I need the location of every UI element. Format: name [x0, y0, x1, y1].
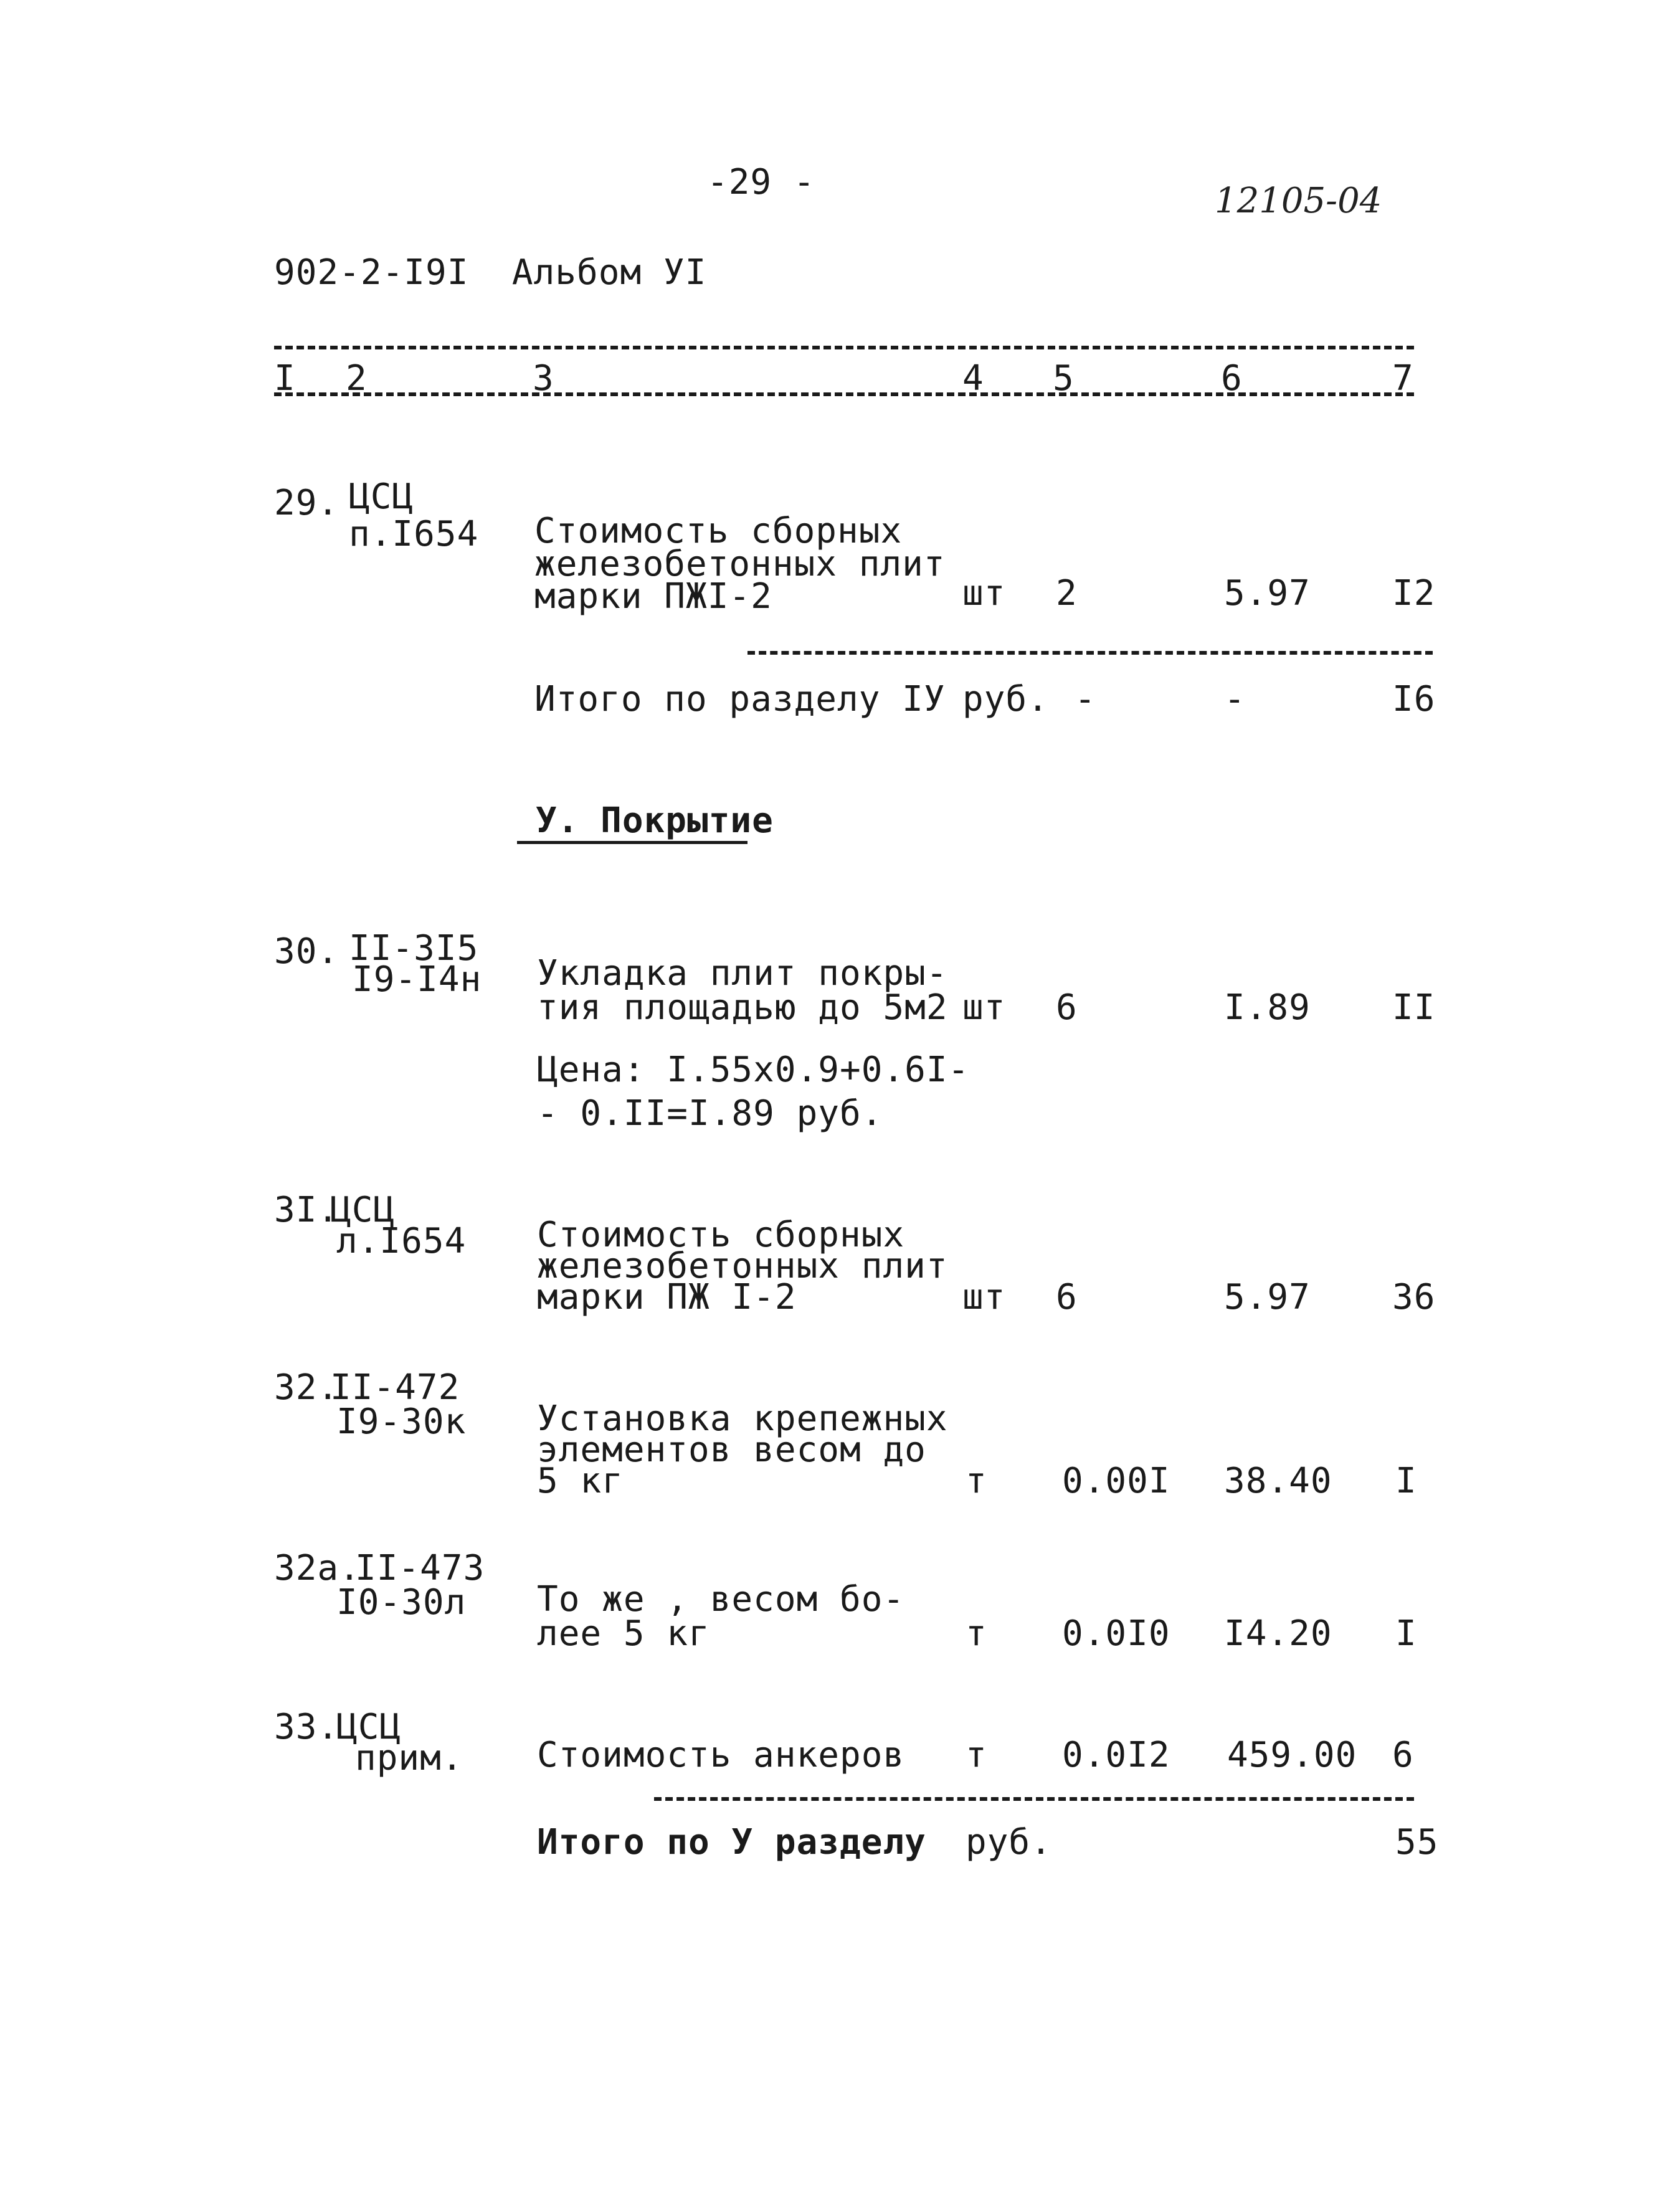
row-31-number: 3I. [274, 1190, 339, 1230]
row-31-code: ЦСЦ [330, 1190, 396, 1230]
section-5-title: У. Покрытие [536, 800, 774, 841]
row-30-desc-1: Укладка плит покры- [537, 953, 948, 994]
row-31-desc-1: Стоимость сборных [537, 1215, 905, 1255]
row-30-note-2: - 0.II=I.89 руб. [537, 1093, 883, 1134]
row-33-unit: т [966, 1735, 987, 1775]
section-4-total-value: I6 [1392, 679, 1436, 719]
row-32-code: II-472 [330, 1367, 460, 1408]
section-5-underline [517, 841, 747, 844]
row-33-code: ЦСЦ [336, 1707, 402, 1747]
row-32-desc-3: 5 кг [537, 1461, 624, 1501]
section-4-total-price: - [1224, 679, 1246, 719]
section-4-total-unit: руб. [962, 679, 1049, 719]
column-header-4: 4 [962, 358, 984, 399]
row-32-desc-2: элементов весом до [537, 1430, 926, 1470]
column-header-6: 6 [1221, 358, 1243, 399]
column-header-1: I [274, 358, 296, 399]
column-header-3: 3 [533, 358, 554, 399]
header-dash-bottom [274, 392, 1414, 396]
row-32a-qty: 0.0I0 [1062, 1613, 1170, 1654]
row-30-desc-2: тия площадью до 5м2 [537, 987, 948, 1028]
row-33-code-ref: прим. [355, 1738, 463, 1778]
row-33-desc-1: Стоимость анкеров [537, 1735, 905, 1775]
row-32-qty: 0.00I [1062, 1461, 1170, 1501]
row-31-unit: шт [962, 1277, 1006, 1317]
section-5-total-unit: руб. [966, 1822, 1052, 1863]
row-31-qty: 6 [1056, 1277, 1078, 1317]
row-32-number: 32. [274, 1367, 339, 1408]
row-32a-price: I4.20 [1224, 1613, 1332, 1654]
row-33-number: 33. [274, 1707, 339, 1747]
row-30-note-1: Цена: I.55х0.9+0.6I- [537, 1050, 970, 1090]
document-code: 12105-04 [1215, 181, 1382, 221]
row-29-desc-2: железобетонных плит [534, 544, 946, 584]
row-31-total: 36 [1392, 1277, 1436, 1317]
album-header: 902-2-I9I Альбом УI [274, 252, 707, 293]
row-32-price: 38.40 [1224, 1461, 1332, 1501]
row-32a-desc-2: лее 5 кг [537, 1613, 710, 1654]
row-32-total: I [1395, 1461, 1417, 1501]
row-30-price: I.89 [1224, 987, 1311, 1028]
row-32a-code: II-473 [355, 1548, 485, 1588]
row-32a-desc-1: То же , весом бо- [537, 1579, 905, 1620]
row-31-code-ref: л.I654 [336, 1221, 467, 1261]
row-32-desc-1: Установка крепежных [537, 1398, 948, 1439]
section-5-dash [654, 1797, 1414, 1801]
row-29-code: ЦСЦ [349, 477, 414, 517]
row-32a-total: I [1395, 1613, 1417, 1654]
row-31-desc-2: железобетонных плит [537, 1246, 948, 1286]
row-33-qty: 0.0I2 [1062, 1735, 1170, 1775]
row-29-price: 5.97 [1224, 573, 1311, 614]
row-30-total: II [1392, 987, 1436, 1028]
section-5-total-label: Итого по У разделу [537, 1822, 926, 1863]
row-29-code-ref: п.I654 [349, 514, 479, 554]
row-33-total: 6 [1392, 1735, 1414, 1775]
row-29-qty: 2 [1056, 573, 1078, 614]
row-30-qty: 6 [1056, 987, 1078, 1028]
column-header-2: 2 [346, 358, 368, 399]
row-29-desc-3: марки ПЖI-2 [534, 576, 772, 617]
row-31-desc-3: марки ПЖ I-2 [537, 1277, 797, 1317]
page-number: -29 - [707, 162, 815, 202]
row-32a-number: 32а. [274, 1548, 361, 1588]
row-33-price: 459.00 [1227, 1735, 1357, 1775]
row-30-unit: шт [962, 987, 1006, 1028]
row-29-number: 29. [274, 483, 339, 523]
column-header-5: 5 [1053, 358, 1075, 399]
row-32a-code-ref: I0-30л [336, 1582, 467, 1623]
column-header-7: 7 [1392, 358, 1414, 399]
row-31-price: 5.97 [1224, 1277, 1311, 1317]
section-5-total-value: 55 [1395, 1822, 1439, 1863]
header-dash-top [274, 346, 1414, 349]
row-30-code-ref: I9-I4н [352, 959, 482, 1000]
row-32a-unit: т [966, 1613, 987, 1654]
section-4-total-label: Итого по разделу IУ [534, 679, 946, 719]
row-30-code: II-3I5 [349, 928, 479, 969]
row-32-code-ref: I9-30к [336, 1402, 467, 1442]
row-30-number: 30. [274, 931, 339, 972]
row-29-desc-1: Стоимость сборных [534, 511, 903, 551]
row-32-unit: т [966, 1461, 987, 1501]
row-29-unit: шт [962, 573, 1006, 614]
row-29-total: I2 [1392, 573, 1436, 614]
section-4-total-qty: - [1075, 679, 1096, 719]
section-4-dash [747, 651, 1433, 655]
